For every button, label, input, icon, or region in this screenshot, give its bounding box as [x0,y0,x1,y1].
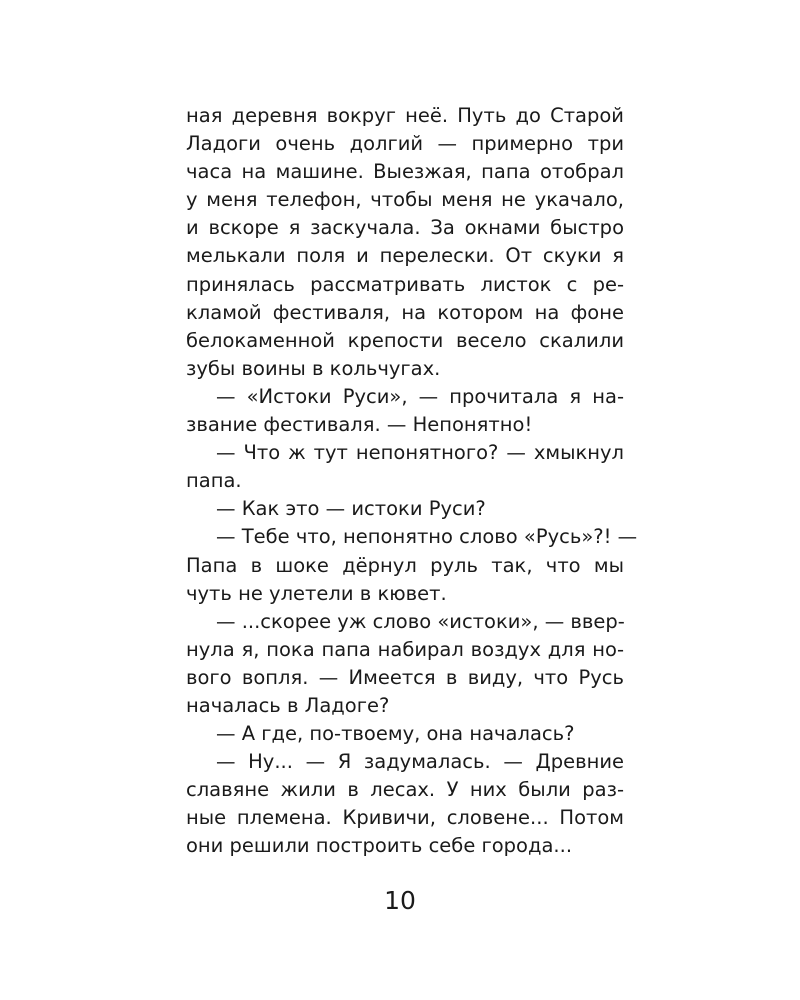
text-line: кламой фестиваля, на котором на фоне [186,300,624,324]
text-line: — Ну... — Я задумалась. — Древние [216,750,624,774]
text-line: началась в Ладоге? [186,693,390,717]
text-line: — Что ж тут непонятного? — хмыкнул [216,441,624,465]
text-line: славяне жили в лесах. У них были раз- [186,778,624,802]
text-line: часа на машине. Выезжая, папа отобрал [186,160,624,184]
text-line: мелькали поля и перелески. От скуки я [186,244,624,268]
text-line: — «Истоки Руси», — прочитала я на- [216,384,624,408]
text-line: и вскоре я заскучала. За окнами быстро [186,216,624,240]
text-line: ная деревня вокруг неё. Путь до Старой [186,104,624,127]
text-line: папа. [186,469,242,493]
text-line: — А где, по-твоему, она началась? [216,722,575,746]
text-line: — ...скорее уж слово «истоки», — ввер- [216,609,625,633]
text-line: Папа в шоке дёрнул руль так, что мы [186,553,624,577]
text-line: ные племена. Кривичи, словене... Потом [186,806,624,830]
text-line: они решили построить себе города... [186,834,573,858]
text-line: Ладоги очень долгий — примерно три [186,132,624,156]
text-line: белокаменной крепости весело скалили [186,328,624,352]
text-line: нула я, пока папа набирал воздух для но- [186,637,624,661]
text-line: — Как это — истоки Руси? [216,497,486,521]
body-text [186,102,638,861]
text-line: у меня телефон, чтобы меня не укачало, [186,188,624,212]
text-line: звание фестиваля. — Непонятно! [186,413,533,437]
text-line: принялась рассматривать листок с ре- [186,272,624,296]
text-line: — Тебе что, непонятно слово «Русь»?! — [216,525,638,549]
page-number: 10 [384,886,416,915]
text-line: зубы воины в кольчугах. [186,356,441,380]
text-line: чуть не улетели в кювет. [186,581,447,605]
text-line: вого вопля. — Имеется в виду, что Русь [186,665,624,689]
